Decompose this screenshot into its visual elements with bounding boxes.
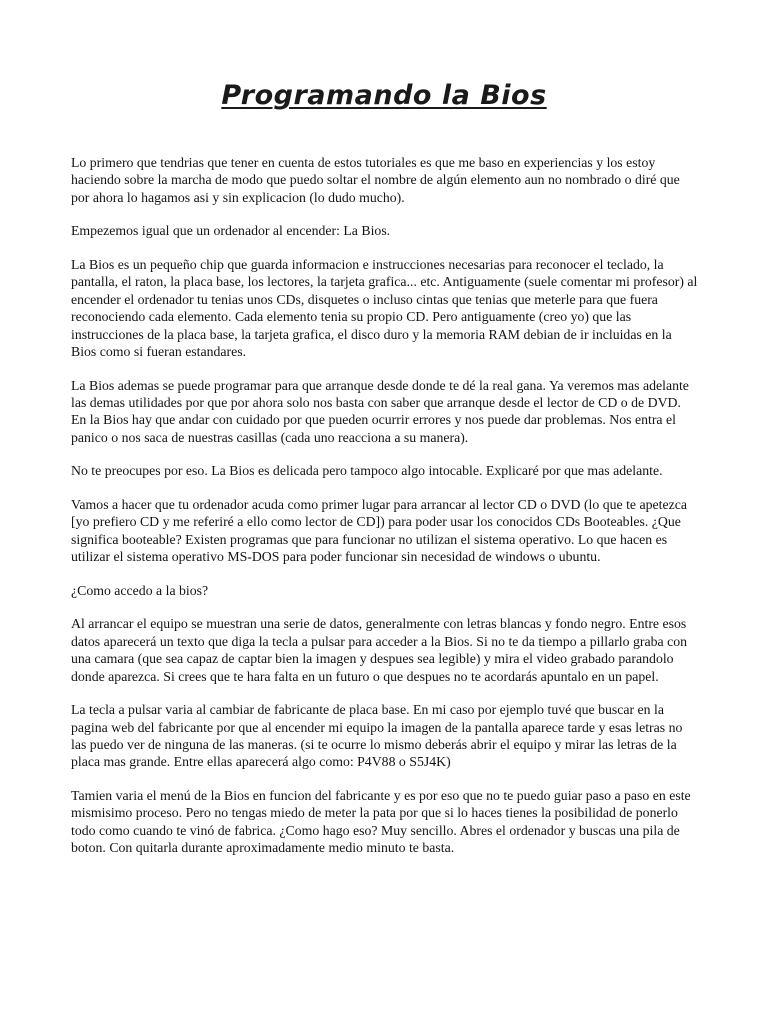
paragraph-access-key: Al arrancar el equipo se muestran una serie de datos, generalmente con letras blancas y fondo negro. Entre esos datos aparecerá un texto que diga la tecla a pulsar para acceder a la Bios. Si no te da tiempo a pillarlo graba con una camara (que sea capaz de captar bien la imagen y despues sea legible) y mira el video grabado parandolo donde aparezca. Si crees que te hara falta en un futuro o que despues no te acordarás apuntalo en un papel. [71, 616, 687, 684]
paragraph-reset: Tamien varia el menú de la Bios en funcion del fabricante y es por eso que no te puedo guiar paso a paso en este mismisimo proceso. Pero no tengas miedo de meter la pata por que si lo haces tienes la posibilidad de ponerlo todo como cuando te vinó de fabrica. ¿Como hago eso? Muy sencillo. Abres el ordenador y buscas una pila de boton. Con quitarla durante aproximadamente medio minuto te basta. [71, 788, 691, 856]
paragraph-bios-programming: La Bios ademas se puede programar para que arranque desde donde te dé la real gana. Ya veremos mas adelante las demas utilidades por que por ahora solo nos basta con saber que arranque desde el lector de CD o de DVD. En la Bios hay que andar con cuidado por que pueden ocurrir errores y nos puede dar problemas. Nos entra el panico o nos saca de nuestras casillas (cada uno reacciona a su manera). [71, 377, 689, 445]
paragraph-bootable: Vamos a hacer que tu ordenador acuda como primer lugar para arrancar al lector CD o DVD (lo que te apetezca [yo prefiero CD y me referiré a ello como lector de CD]) para poder usar los conocidos CDs Booteables. ¿Que significa booteable? Existen programas que para funcionar no utilizan el sistema operativo. Lo que hacen es utilizar el sistema operativo MS-DOS para poder funcionar sin necesidad de windows o ubuntu. [71, 497, 687, 565]
paragraph-start: Empezemos igual que un ordenador al encender: La Bios. [71, 223, 391, 239]
paragraph-question: ¿Como accedo a la bios? [71, 582, 209, 598]
paragraph-bios-definition: La Bios es un pequeño chip que guarda informacion e instrucciones necesarias para reconocer el teclado, la pantalla, el raton, la placa base, los lectores, la tarjeta grafica... etc. Antiguamente (suele comentar mi profesor) al encender el ordenador tu tenias unos CDs, disquetes o incluso cintas que tenias que meterle para que fuera reconociendo cada elemento. Cada elemento tenia su propio CD. Pero antiguamente (creo yo) que las instrucciones de la placa base, la tarjeta grafica, el disco duro y la memoria RAM debian de ir incluidas en la Bios como si fueran estandares. [71, 257, 698, 360]
document-body [71, 154, 699, 873]
paragraph-reassurance: No te preocupes por eso. La Bios es delicada pero tampoco algo intocable. Explicaré por que mas adelante. [71, 463, 663, 479]
paragraph-intro: Lo primero que tendrias que tener en cuenta de estos tutoriales es que me baso en experiencias y los estoy haciendo sobre la marcha de modo que puedo soltar el nombre de algún elemento aun no nombrado o diré que por ahora lo hagamos asi y sin explicacion (lo dudo mucho). [71, 155, 680, 205]
document-title: Programando la Bios [221, 80, 547, 111]
paragraph-manufacturer: La tecla a pulsar varia al cambiar de fabricante de placa base. En mi caso por ejemplo tuvé que buscar en la pagina web del fabricante por que al encender mi equipo la imagen de la pantalla aparece tarde y esas letras no las puedo ver de ninguna de las maneras. (si te ocurre lo mismo deberás abrir el equipo y mirar las letras de la placa mas grande. Entre ellas aparecerá algo como: P4V88 o S5J4K) [71, 702, 683, 770]
